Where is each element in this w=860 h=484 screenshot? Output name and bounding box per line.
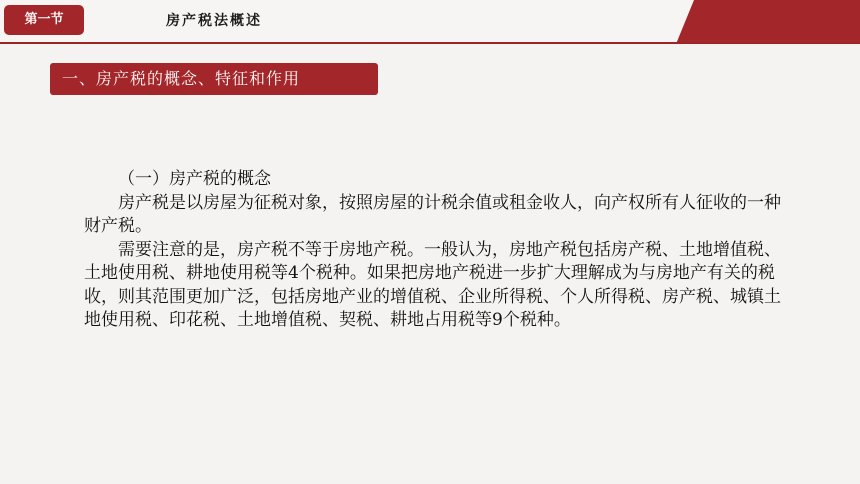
paragraph: 房产税是以房屋为征税对象，按照房屋的计税余值或租金收人，向产权所有人征收的一种财产税。: [84, 192, 781, 236]
section-heading: 一、房产税的概念、特征和作用: [50, 63, 378, 95]
header-divider: [0, 42, 860, 44]
header-corner-decoration: [676, 0, 860, 44]
body-text: [84, 168, 784, 333]
paragraph: 需要注意的是，房产税不等于房地产税。一般认为，房地产税包括房产税、土地增值税、土地使用税、耕地使用税等4个税种。如果把房地产税进一步扩大理解成为与房地产有关的税收，则其范围更加广泛，包括房地产业的增值税、企业所得税、个人所得税、房产税、城镇土地使用税、印花税、土地增值税、契税、耕地占用税等9个税种。: [84, 239, 781, 330]
page-title: 房产税法概述: [166, 13, 262, 29]
subheading: （一）房产税的概念: [118, 169, 271, 189]
section-tag: 第一节: [4, 5, 84, 35]
